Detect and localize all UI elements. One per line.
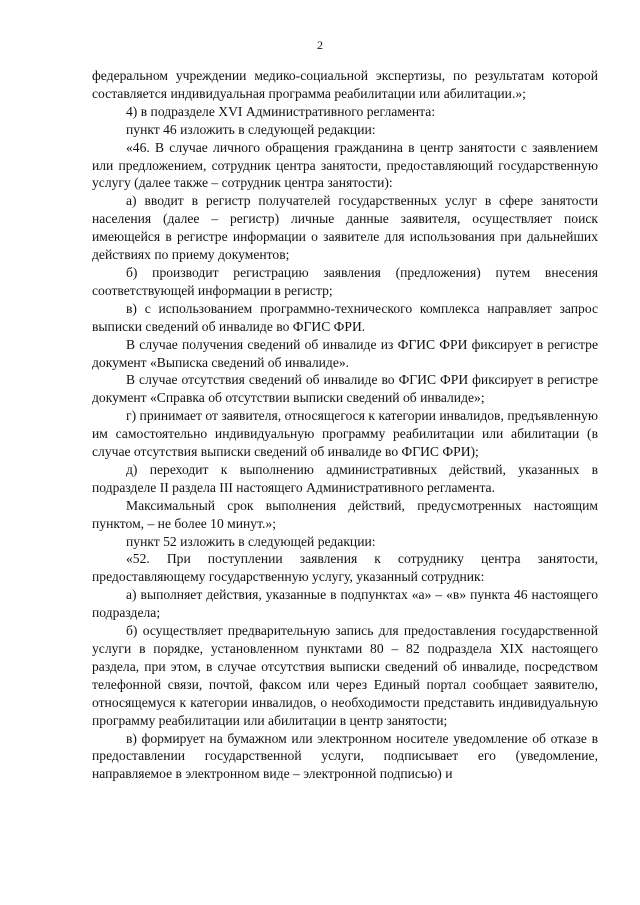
paragraph: пункт 46 изложить в следующей редакции: (126, 121, 376, 137)
paragraph: В случае отсутствия сведений об инвалиде во ФГИС ФРИ фиксирует в регистре документ «Справка об отсутствии выписки сведений об инвалиде»; (92, 372, 598, 406)
paragraph: б) производит регистрацию заявления (предложения) путем внесения соответствующей информации в регистр; (92, 264, 598, 298)
paragraph: в) формирует на бумажном или электронном носителе уведомление об отказе в предоставлении государственной услуги, подписывает его (уведомление, направляемое в электронном виде – электронной подписью) и (92, 730, 598, 782)
page-number: 2 (317, 38, 323, 52)
paragraph: 4) в подразделе XVI Административного регламента: (126, 103, 436, 119)
paragraph: б) осуществляет предварительную запись для предоставления государственной услуги в порядке, установленном пунктами 80 – 82 подраздела XIX настоящего раздела, при этом, в случае отсутствия выписки сведений об инвалиде, посредством телефонной связи, почтой, факсом или через Единый портал сообщает заявителю, относящемуся к категории инвалидов, о необходимости представить индивидуальную программу реабилитации или абилитации в центр занятости; (92, 623, 598, 728)
paragraph: в) с использованием программно-технического комплекса направляет запрос выписки сведений об инвалиде во ФГИС ФРИ. (92, 300, 598, 334)
paragraph: а) выполняет действия, указанные в подпунктах «а» – «в» пункта 46 настоящего подраздела; (92, 587, 598, 621)
paragraph: г) принимает от заявителя, относящегося к категории инвалидов, предъявленную им самостоятельно индивидуальную программу реабилитации или абилитации (в случае отсутствия выписки сведений об инвалиде во ФГИС ФРИ); (92, 408, 598, 460)
paragraph: а) вводит в регистр получателей государственных услуг в сфере занятости населения (далее – регистр) личные данные заявителя, осуществляет поиск имеющейся в регистре информации о заявителе для использования при дальнейших действиях по приему документов; (92, 193, 598, 263)
document-body (92, 67, 598, 783)
paragraph: федеральном учреждении медико-социальной экспертизы, по результатам которой составляется индивидуальная программа реабилитации или абилитации.»; (92, 68, 598, 101)
paragraph: «46. В случае личного обращения гражданина в центр занятости с заявлением или предложением, сотрудник центра занятости, предоставляющий государственную услугу (далее также – сотрудник центра занятости): (92, 139, 598, 191)
paragraph: пункт 52 изложить в следующей редакции: (126, 533, 376, 549)
paragraph: В случае получения сведений об инвалиде из ФГИС ФРИ фиксирует в регистре документ «Выписка сведений об инвалиде». (92, 336, 598, 370)
paragraph: «52. При поступлении заявления к сотруднику центра занятости, предоставляющему государственную услугу, указанный сотрудник: (92, 551, 598, 585)
paragraph: Максимальный срок выполнения действий, предусмотренных настоящим пунктом, – не более 10 минут.»; (92, 497, 598, 531)
paragraph: д) переходит к выполнению административных действий, указанных в подразделе II раздела III настоящего Административного регламента. (92, 461, 598, 495)
